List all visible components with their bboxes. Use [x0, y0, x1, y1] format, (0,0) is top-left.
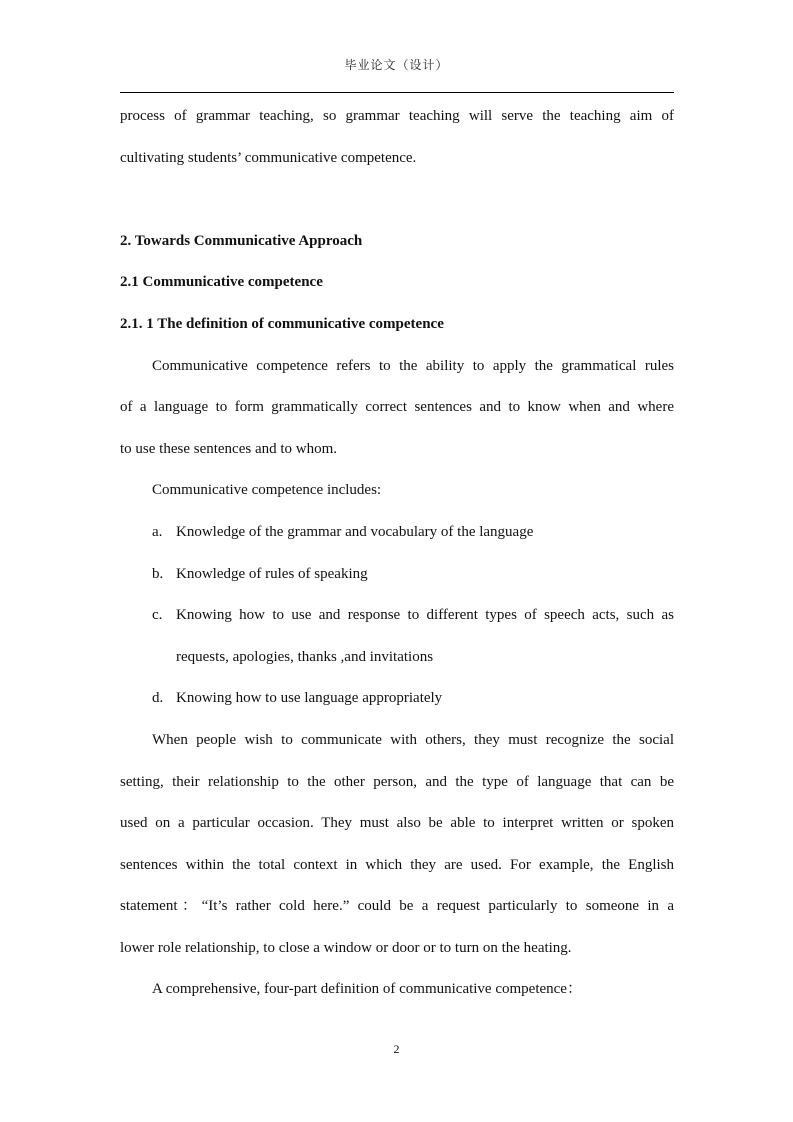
list-item-text: Knowledge of rules of speaking — [176, 565, 368, 582]
intro-line-2: cultivating students’ communicative competence. — [120, 149, 417, 166]
list-item-text: Knowledge of the grammar and vocabulary of the language — [176, 523, 534, 540]
document-body — [120, 100, 674, 1015]
para2-line-4: sentences within the total context in which they are used. For example, the English — [120, 856, 674, 873]
list-item-a — [120, 516, 674, 558]
para3-line-1: A comprehensive, four-part definition of communicative competence： — [152, 981, 582, 998]
para2-line-1: When people wish to communicate with others, they must recognize the social — [152, 731, 674, 748]
section-heading: 2. Towards Communicative Approach — [120, 232, 363, 249]
para1-line-1: Communicative competence refers to the ability to apply the grammatical rules — [152, 357, 674, 374]
para1-line-2: of a language to form grammatically correct sentences and to know when and where — [120, 399, 674, 416]
list-marker: b. — [152, 565, 164, 582]
intro-line-1: process of grammar teaching, so grammar teaching will serve the teaching aim of — [120, 108, 674, 124]
list-item-c — [120, 599, 674, 641]
list-item-text: Knowing how to use and response to different types of speech acts, such as — [176, 607, 674, 624]
subsubsection-heading: 2.1. 1 The definition of communicative competence — [120, 315, 444, 332]
list-marker: c. — [152, 607, 163, 624]
list-item-c-continuation: requests, apologies, thanks ,and invitations — [176, 648, 434, 665]
para2-line-2: setting, their relationship to the other person, and the type of language that can be — [120, 773, 674, 790]
subsection-heading: 2.1 Communicative competence — [120, 274, 323, 291]
includes-line: Communicative competence includes: — [152, 482, 382, 499]
list-marker: a. — [152, 523, 163, 540]
list-item-text: Knowing how to use language appropriately — [176, 690, 443, 707]
page-number: 2 — [393, 1042, 400, 1056]
para2-line-5: statement：“It’s rather cold here.” could be a request particularly to someone in a — [120, 898, 674, 915]
list-item-d — [120, 682, 674, 724]
section-spacer — [120, 183, 674, 225]
para1-line-3: to use these sentences and to whom. — [120, 440, 338, 457]
list-marker: d. — [152, 690, 164, 707]
para2-line-3: used on a particular occasion. They must also be able to interpret written or spoken — [120, 815, 674, 832]
header-rule — [120, 92, 674, 93]
page-header: 毕业论文（设计） — [344, 58, 449, 72]
para2-line-6: lower role relationship, to close a window or door or to turn on the heating. — [120, 939, 572, 956]
list-item-b — [120, 558, 674, 600]
